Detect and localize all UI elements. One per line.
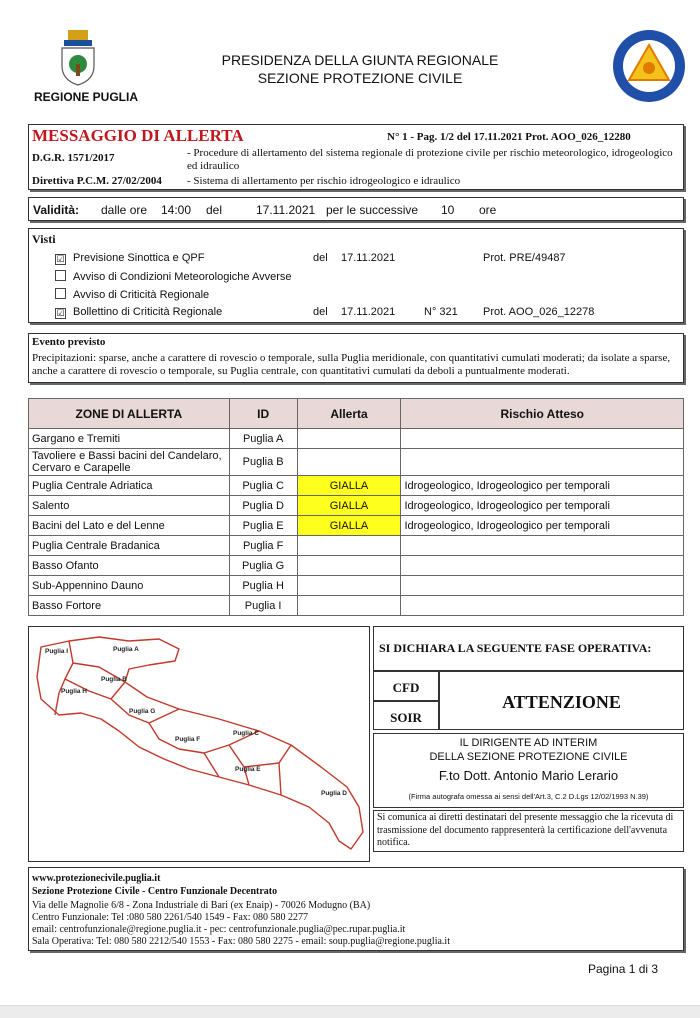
page-bottom-divider: [0, 1005, 700, 1018]
evento-text: Precipitazioni: sparse, anche a carattere di rovescio o temporale, sulla Puglia meridionale, con quantitativi cumulati moderati; da isolate a sparse, anche a carattere di rovescio o temporale, su Puglia centrale, con quantitativi cumulati da deboli a puntualmente moderati.: [32, 352, 671, 377]
validity-hours: 10: [441, 203, 455, 217]
checkbox-unchecked-icon: [55, 270, 66, 281]
zone-cell: Sub-Appennino Dauno: [29, 576, 230, 596]
zone-cell: Puglia Centrale Bradanica: [29, 536, 230, 556]
map-label: Puglia H: [61, 688, 88, 695]
id-cell: Puglia D: [229, 496, 297, 516]
protezione-civile-seal-icon: [611, 28, 687, 104]
alert-cell: [297, 596, 401, 616]
map-label: Puglia F: [175, 736, 201, 743]
zone-cell: Basso Ofanto: [29, 556, 230, 576]
cfd-label: CFD: [392, 680, 420, 695]
table-row: [29, 536, 684, 556]
zone-cell: Tavoliere e Bassi bacini del Candelaro, Cervaro e Carapelle: [29, 449, 230, 476]
signature-line2: DELLA SEZIONE PROTEZIONE CIVILE: [429, 751, 628, 763]
alert-message-box: [28, 124, 684, 190]
dgr-label: D.G.R. 1571/2017: [32, 152, 115, 164]
visti-item-date: 17.11.2021: [341, 306, 396, 318]
fase-title: SI DICHIARA LA SEGUENTE FASE OPERATIVA:: [379, 641, 652, 655]
validity-unit: ore: [479, 203, 497, 217]
risk-cell: Idrogeologico, Idrogeologico per temporali: [401, 516, 684, 536]
column-header: Rischio Atteso: [401, 399, 684, 429]
visti-item-label: Avviso di Condizioni Meteorologiche Avverse: [73, 271, 292, 283]
footer-center: Sezione Protezione Civile - Centro Funzionale Decentrato: [32, 886, 278, 897]
protezione-civile-seal: [611, 28, 687, 104]
footer-box: [28, 867, 684, 951]
visti-item-label: Avviso di Criticità Regionale: [73, 289, 210, 301]
visti-item-prot: Prot. PRE/49487: [483, 252, 566, 264]
map-label: Puglia G: [129, 708, 156, 715]
visti-item-prot: Prot. AOO_026_12278: [483, 306, 595, 318]
notice-text: Si comunica ai diretti destinatari del presente messaggio che la ricevuta di trasmissione del documento rappresenterà la certificazione dell'avvenuta notifica.: [377, 812, 674, 848]
id-cell: Puglia F: [229, 536, 297, 556]
id-cell: Puglia I: [229, 596, 297, 616]
visti-item-num: N° 321: [424, 306, 458, 318]
checkbox-checked-icon: ☑: [56, 254, 65, 264]
table-row: [29, 496, 684, 516]
validity-from-label: dalle ore: [101, 203, 148, 217]
validity-time: 14:00: [161, 203, 192, 217]
alert-cell: [297, 449, 401, 476]
visti-item: [55, 288, 209, 301]
cfd-cell: [373, 671, 439, 701]
validity-date: 17.11.2021: [256, 203, 316, 217]
fase-value-cell: [439, 671, 684, 730]
visti-item-del: del: [313, 306, 328, 318]
column-header: Allerta: [297, 399, 401, 429]
column-header: ZONE DI ALLERTA: [29, 399, 230, 429]
evento-title: Evento previsto: [32, 336, 106, 348]
table-row: [29, 516, 684, 536]
evento-box: [28, 333, 684, 383]
id-cell: Puglia B: [229, 449, 297, 476]
table-row: [29, 576, 684, 596]
visti-item-date: 17.11.2021: [341, 252, 396, 264]
alert-cell: GIALLA: [297, 516, 401, 536]
visti-title: Visti: [32, 232, 56, 246]
visti-item: [55, 306, 675, 319]
risk-cell: [401, 536, 684, 556]
footer-website[interactable]: www.protezionecivile.puglia.it: [32, 873, 161, 884]
map-label: Puglia C: [233, 730, 260, 737]
validity-label: Validità:: [33, 203, 80, 217]
visti-box: [28, 228, 684, 323]
risk-cell: [401, 596, 684, 616]
risk-cell: Idrogeologico, Idrogeologico per temporali: [401, 476, 684, 496]
dpcm-label: Direttiva P.C.M. 27/02/2004: [32, 175, 162, 187]
soir-label: SOIR: [390, 710, 422, 725]
footer-phones: Centro Funzionale: Tel :080 580 2261/540 1549 - Fax: 080 580 2277: [32, 912, 309, 923]
region-logo: [58, 30, 98, 86]
alert-cell: GIALLA: [297, 476, 401, 496]
region-crest-icon: [58, 30, 98, 86]
page-number: Pagina 1 di 3: [588, 962, 659, 976]
signature-line1: IL DIRIGENTE AD INTERIM: [459, 737, 598, 749]
map-label: Puglia A: [113, 646, 139, 653]
risk-cell: Idrogeologico, Idrogeologico per temporali: [401, 496, 684, 516]
alert-title: MESSAGGIO DI ALLERTA: [32, 126, 244, 145]
validity-of-label: del: [206, 203, 223, 217]
header-title-line2: SEZIONE PROTEZIONE CIVILE: [257, 70, 463, 86]
puglia-map-icon: [29, 627, 369, 861]
zone-cell: Bacini del Lato e del Lenne: [29, 516, 230, 536]
fase-operativa-box: [373, 626, 684, 671]
signature-name: F.to Dott. Antonio Mario Lerario: [438, 768, 619, 783]
zone-cell: Basso Fortore: [29, 596, 230, 616]
risk-cell: [401, 556, 684, 576]
dgr-text: - Procedure di allertamento del sistema regionale di protezione civile per rischio meteorologico, idrogeologico ed idraulico: [187, 147, 673, 172]
risk-cell: [401, 449, 684, 476]
visti-item: [55, 270, 292, 283]
zone-cell: Gargano e Tremiti: [29, 429, 230, 449]
table-row: [29, 556, 684, 576]
risk-cell: [401, 429, 684, 449]
map-label: Puglia B: [101, 676, 128, 683]
map-labels: [45, 646, 347, 797]
alert-cell: GIALLA: [297, 496, 401, 516]
visti-item-del: del: [313, 252, 328, 264]
alert-reference: N° 1 - Pag. 1/2 del 17.11.2021 Prot. AOO_026_12280: [387, 131, 631, 143]
notice-box: [373, 810, 684, 852]
zone-cell: Salento: [29, 496, 230, 516]
alert-cell: [297, 536, 401, 556]
alert-cell: [297, 556, 401, 576]
zones-table: [28, 398, 684, 616]
puglia-zones-map: [28, 626, 370, 862]
validity-box: [28, 197, 684, 221]
region-logo-text: REGIONE PUGLIA: [34, 90, 139, 104]
id-cell: Puglia C: [229, 476, 297, 496]
visti-item-label: Previsione Sinottica e QPF: [73, 252, 205, 264]
visti-item-label: Bollettino di Criticità Regionale: [73, 306, 223, 318]
footer-emails: email: centrofunzionale@regione.puglia.it - pec: centrofunzionale.puglia@pec.rupar.puglia.it: [32, 924, 406, 935]
column-header: ID: [229, 399, 297, 429]
id-cell: Puglia G: [229, 556, 297, 576]
fase-value: ATTENZIONE: [502, 692, 621, 712]
checkbox-unchecked-icon: [55, 288, 66, 299]
id-cell: Puglia E: [229, 516, 297, 536]
table-row: [29, 449, 684, 476]
map-label: Puglia D: [321, 790, 348, 797]
header-title-line1: PRESIDENZA DELLA GIUNTA REGIONALE: [221, 52, 499, 68]
footer-sala: Sala Operativa: Tel: 080 580 2212/540 1553 - Fax: 080 580 2275 - email: soup.puglia@regione.puglia.it: [32, 936, 450, 947]
dpcm-text: - Sistema di allertamento per rischio idrogeologico e idraulico: [187, 175, 461, 187]
table-row: [29, 476, 684, 496]
id-cell: Puglia H: [229, 576, 297, 596]
signature-note: (Firma autografa omessa ai sensi dell'Art.3, C.2 D.Lgs 12/02/1993 N.39): [408, 792, 649, 801]
validity-next-label: per le successive: [326, 203, 419, 217]
map-label: Puglia I: [45, 648, 69, 655]
table-row: [29, 596, 684, 616]
checkbox-checked-icon: ☑: [56, 308, 65, 318]
footer-address: Via delle Magnolie 6/8 - Zona Industriale di Bari (ex Enaip) - 70026 Modugno (BA): [32, 900, 371, 911]
zone-cell: Puglia Centrale Adriatica: [29, 476, 230, 496]
soir-cell: [373, 701, 439, 730]
alert-cell: [297, 429, 401, 449]
risk-cell: [401, 576, 684, 596]
table-row: [29, 429, 684, 449]
map-label: Puglia E: [235, 766, 261, 773]
alert-cell: [297, 576, 401, 596]
id-cell: Puglia A: [229, 429, 297, 449]
table-header-row: [29, 399, 684, 429]
visti-item: [55, 252, 675, 265]
signature-box: [373, 733, 684, 808]
